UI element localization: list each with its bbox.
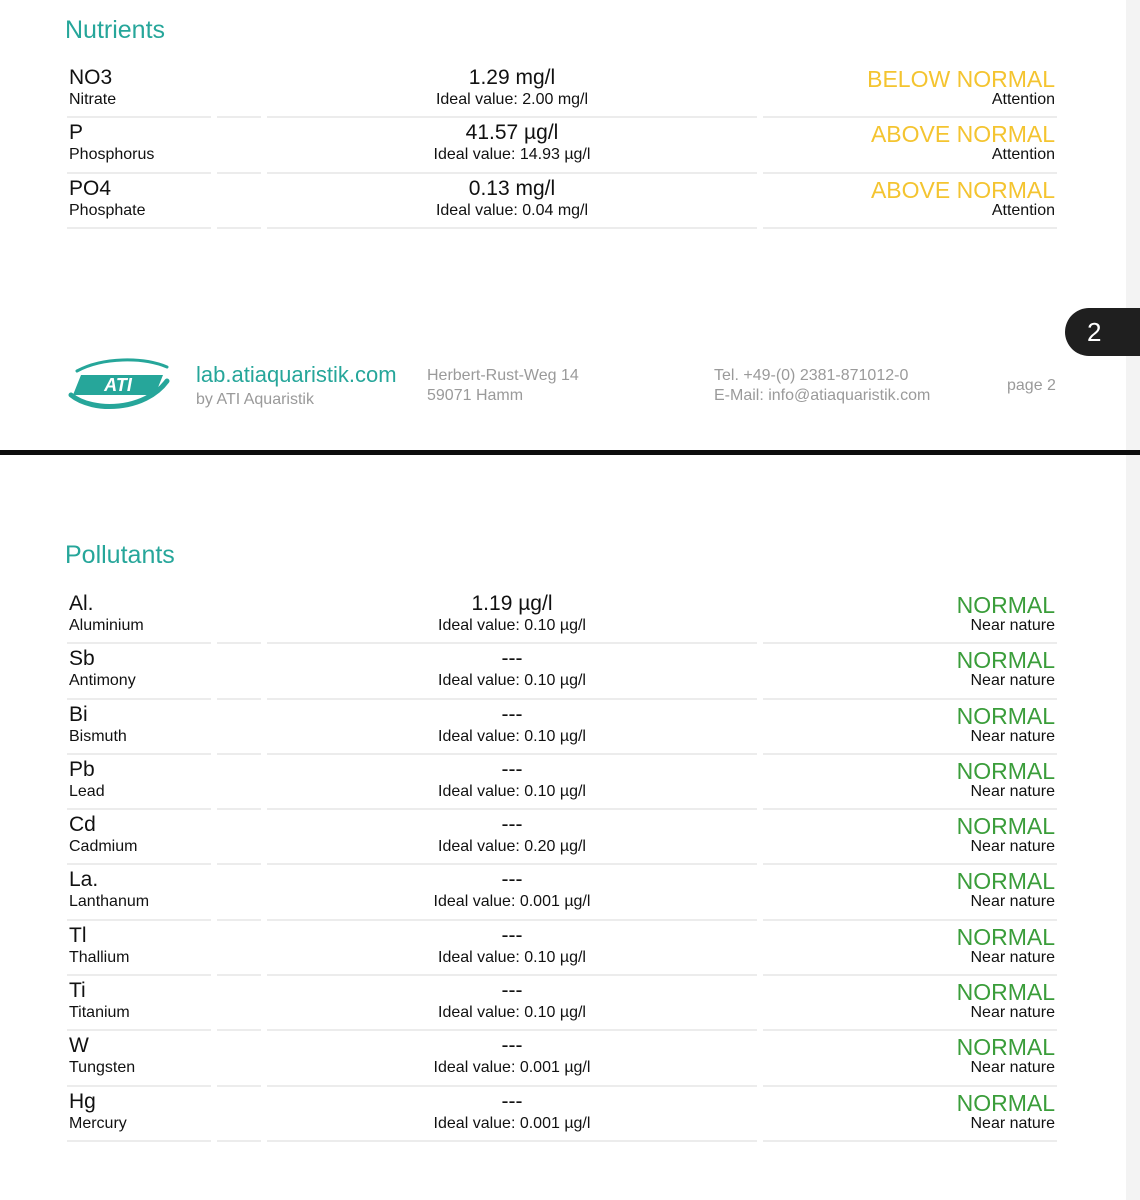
status-label: NORMAL bbox=[956, 702, 1055, 729]
status-note: Attention bbox=[991, 201, 1055, 219]
element-name: Tungsten bbox=[69, 1059, 136, 1077]
element-symbol: P bbox=[69, 121, 84, 145]
ideal-value: Ideal value: 0.20 µg/l bbox=[438, 838, 586, 856]
measured-value: 1.29 mg/l bbox=[468, 66, 556, 89]
measured-value: --- bbox=[501, 979, 523, 1003]
nutrients-table bbox=[67, 63, 1057, 229]
status-note: Near nature bbox=[970, 893, 1055, 911]
status-label: NORMAL bbox=[956, 757, 1055, 784]
ideal-value: Ideal value: 0.10 µg/l bbox=[438, 782, 586, 800]
status-label: NORMAL bbox=[956, 923, 1055, 950]
measured-value: --- bbox=[501, 868, 523, 892]
status-note: Attention bbox=[991, 146, 1055, 164]
row-divider bbox=[217, 227, 261, 229]
status-note: Near nature bbox=[970, 838, 1055, 856]
row-divider bbox=[67, 1140, 211, 1142]
status-label: ABOVE NORMAL bbox=[870, 121, 1055, 148]
measured-value: --- bbox=[501, 813, 523, 837]
ideal-value: Ideal value: 0.10 µg/l bbox=[438, 617, 586, 634]
measured-value: --- bbox=[501, 757, 523, 781]
table-row bbox=[67, 700, 1057, 755]
status-label: NORMAL bbox=[956, 813, 1055, 840]
ideal-value: Ideal value: 0.001 µg/l bbox=[433, 893, 591, 911]
nutrients-title: Nutrients bbox=[65, 16, 166, 44]
measured-value: --- bbox=[501, 702, 523, 726]
footer-email: E-Mail: info@atiaquaristik.com bbox=[714, 387, 931, 404]
footer-url: lab.atiaquaristik.com bbox=[196, 362, 397, 387]
footer-by: by ATI Aquaristik bbox=[196, 391, 314, 408]
status-label: NORMAL bbox=[956, 979, 1055, 1006]
report-page-2 bbox=[0, 0, 1126, 450]
measured-value: 1.19 µg/l bbox=[471, 592, 553, 615]
element-symbol: Sb bbox=[69, 647, 95, 671]
element-name: Phosphate bbox=[69, 201, 146, 219]
status-label: NORMAL bbox=[956, 592, 1055, 618]
element-name: Thallium bbox=[69, 948, 130, 966]
element-name: Titanium bbox=[69, 1004, 130, 1022]
row-divider bbox=[217, 1140, 261, 1142]
status-note: Near nature bbox=[970, 948, 1055, 966]
ideal-value: Ideal value: 2.00 mg/l bbox=[435, 91, 589, 108]
status-note: Near nature bbox=[970, 672, 1055, 690]
element-symbol: PO4 bbox=[69, 176, 112, 200]
logo-lettering: ATI bbox=[104, 375, 132, 395]
ideal-value: Ideal value: 0.10 µg/l bbox=[438, 1004, 586, 1022]
table-row bbox=[67, 174, 1057, 229]
scrollbar-track[interactable] bbox=[1126, 0, 1140, 1200]
table-row bbox=[67, 755, 1057, 810]
element-symbol: Hg bbox=[69, 1089, 96, 1113]
status-label: BELOW NORMAL bbox=[867, 66, 1055, 92]
element-symbol: Tl bbox=[69, 923, 87, 947]
element-symbol: W bbox=[69, 1034, 89, 1058]
table-row bbox=[67, 865, 1057, 920]
element-symbol: Ti bbox=[69, 979, 86, 1003]
ideal-value: Ideal value: 0.10 µg/l bbox=[438, 948, 586, 966]
pollutants-table bbox=[67, 589, 1057, 1142]
status-label: NORMAL bbox=[956, 647, 1055, 674]
table-row bbox=[67, 1087, 1057, 1142]
status-label: NORMAL bbox=[956, 868, 1055, 895]
footer-address-line2: 59071 Hamm bbox=[427, 387, 524, 404]
status-note: Near nature bbox=[970, 1059, 1055, 1077]
page-number-badge: 2 bbox=[1065, 308, 1140, 356]
ideal-value: Ideal value: 0.10 µg/l bbox=[438, 727, 586, 745]
element-name: Bismuth bbox=[69, 727, 127, 745]
row-divider bbox=[67, 227, 211, 229]
table-row bbox=[67, 589, 1057, 644]
ideal-value: Ideal value: 0.001 µg/l bbox=[433, 1114, 591, 1132]
footer-tel: Tel. +49-(0) 2381-871012-0 bbox=[714, 367, 909, 384]
element-name: Lanthanum bbox=[69, 893, 150, 911]
status-note: Near nature bbox=[970, 727, 1055, 745]
element-symbol: Cd bbox=[69, 813, 96, 837]
measured-value: --- bbox=[501, 647, 523, 671]
table-row bbox=[67, 644, 1057, 699]
ideal-value: Ideal value: 0.10 µg/l bbox=[438, 672, 586, 690]
ideal-value: Ideal value: 0.001 µg/l bbox=[433, 1059, 591, 1077]
ideal-value: Ideal value: 0.04 mg/l bbox=[435, 201, 589, 219]
status-note: Near nature bbox=[970, 617, 1055, 634]
measured-value: --- bbox=[501, 923, 523, 947]
element-name: Aluminium bbox=[69, 617, 144, 634]
status-note: Attention bbox=[991, 91, 1055, 108]
table-row bbox=[67, 118, 1057, 173]
row-divider bbox=[267, 227, 757, 229]
element-symbol: Pb bbox=[69, 757, 95, 781]
element-name: Phosphorus bbox=[69, 146, 155, 164]
element-symbol: La. bbox=[69, 868, 99, 892]
footer-address-line1: Herbert-Rust-Weg 14 bbox=[427, 367, 579, 384]
table-row bbox=[67, 810, 1057, 865]
element-symbol: Al. bbox=[69, 592, 94, 615]
report-page-3 bbox=[0, 455, 1126, 1200]
footer-page-label: page 2 bbox=[1007, 377, 1056, 394]
status-label: ABOVE NORMAL bbox=[870, 176, 1055, 203]
element-name: Antimony bbox=[69, 672, 136, 690]
element-name: Nitrate bbox=[69, 91, 117, 108]
element-name: Cadmium bbox=[69, 838, 138, 856]
row-divider bbox=[267, 1140, 757, 1142]
element-name: Mercury bbox=[69, 1114, 127, 1132]
ati-logo-icon bbox=[63, 355, 175, 411]
measured-value: 0.13 mg/l bbox=[468, 176, 556, 200]
measured-value: --- bbox=[501, 1034, 523, 1058]
row-divider bbox=[763, 1140, 1057, 1142]
status-label: NORMAL bbox=[956, 1034, 1055, 1061]
measured-value: 41.57 µg/l bbox=[465, 121, 559, 145]
table-row bbox=[67, 1031, 1057, 1086]
measured-value: --- bbox=[501, 1089, 523, 1113]
pollutants-title: Pollutants bbox=[65, 541, 175, 569]
table-row bbox=[67, 63, 1057, 118]
table-row bbox=[67, 976, 1057, 1031]
ideal-value: Ideal value: 14.93 µg/l bbox=[433, 146, 591, 164]
table-row bbox=[67, 921, 1057, 976]
row-divider bbox=[763, 227, 1057, 229]
status-note: Near nature bbox=[970, 782, 1055, 800]
element-symbol: NO3 bbox=[69, 66, 113, 89]
status-label: NORMAL bbox=[956, 1089, 1055, 1116]
element-symbol: Bi bbox=[69, 702, 88, 726]
status-note: Near nature bbox=[970, 1004, 1055, 1022]
status-note: Near nature bbox=[970, 1114, 1055, 1132]
element-name: Lead bbox=[69, 782, 105, 800]
